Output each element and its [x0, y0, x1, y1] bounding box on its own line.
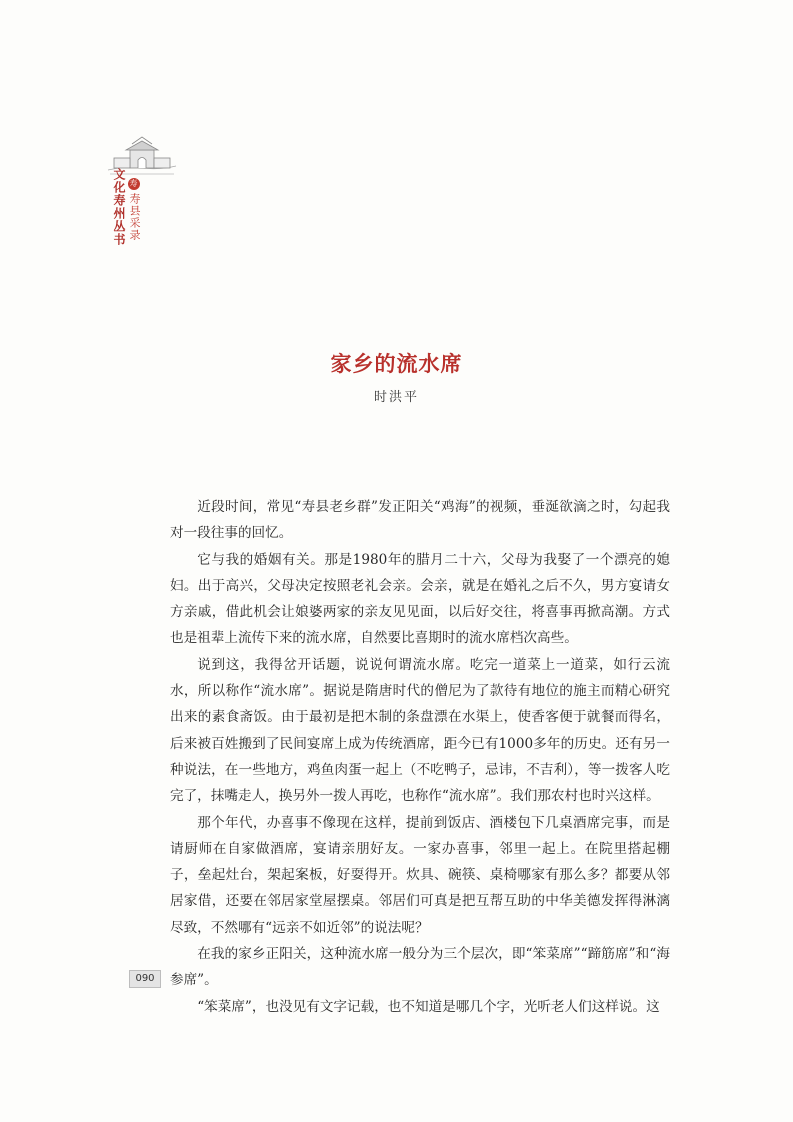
article-title: 家乡的流水席	[330, 351, 463, 376]
article-body	[170, 494, 670, 1020]
paragraph: “笨菜席”，也没见有文字记载，也不知道是哪几个字，光听老人们这样说。这	[197, 998, 660, 1015]
page-number: 090	[129, 970, 161, 988]
series-tag-label: 寿县采录	[128, 193, 141, 241]
paragraph: 近段时间，常见“寿县老乡群”发正阳关“鸡海”的视频，垂涎欲滴之时，勾起我对一段往事的回忆。	[170, 499, 670, 542]
paragraph: 说到这，我得岔开话题，说说何谓流水席。吃完一道菜上一道菜，如行云流水，所以称作“流水席”。据说是隋唐时代的僧尼为了款待有地位的施主而精心研究出来的素食斋饭。由于最初是把木制的条盘漂在水渠上，使香客便于就餐而得名，后来被百姓搬到了民间宴席上成为传统酒席，距今已有1000多年的历史。还有另一种说法，在一些地方，鸡鱼肉蛋一起上（不吃鸭子，忌讳，不吉利），等一拨客人吃完了，抹嘴走人，换另外一拨人再吃，也称作“流水席”。我们那农村也时兴这样。	[170, 656, 670, 805]
paragraph: 那个年代，办喜事不像现在这样，提前到饭店、酒楼包下几桌酒席完事，而是请厨师在自家做酒席，宴请亲朋好友。一家办喜事，邻里一起上。在院里搭起棚子，垒起灶台，架起案板，好耍得开。炊具、碗筷、桌椅哪家有那么多？都要从邻居家借，还要在邻居家堂屋摆桌。邻居们可真是把互帮互助的中华美德发挥得淋漓尽致，不然哪有“远亲不如近邻”的说法呢？	[170, 814, 670, 936]
series-title: 文化寿州丛书	[112, 168, 126, 246]
article-author: 时洪平	[373, 390, 419, 405]
series-badge: 寿	[129, 179, 139, 188]
paragraph: 在我的家乡正阳关，这种流水席一般分为三个层次，即“笨菜席”“蹄筋席”和“海参席”。	[170, 946, 670, 989]
paragraph: 它与我的婚姻有关。那是1980年的腊月二十六，父母为我娶了一个漂亮的媳妇。出于高兴，父母决定按照老礼会亲。会亲，就是在婚礼之后不久，男方宴请女方亲戚，借此机会让娘婆两家的亲友见见面，以后好交往，将喜事再掀高潮。方式也是祖辈上流传下来的流水席，自然要比喜期时的流水席档次高些。	[170, 551, 670, 647]
